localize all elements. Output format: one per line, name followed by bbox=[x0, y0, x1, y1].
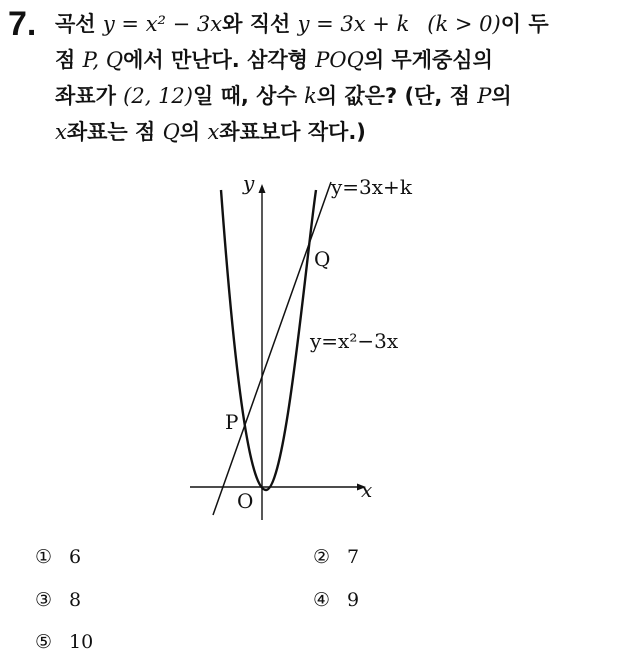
stem-text: 좌표보다 작다.) bbox=[219, 120, 366, 144]
point-p-label: P bbox=[225, 410, 239, 434]
stem-line-1 bbox=[55, 6, 615, 42]
stem-text: 의 bbox=[179, 120, 208, 144]
point-q-label: Q bbox=[314, 247, 331, 271]
choice-5[interactable] bbox=[35, 629, 93, 655]
point-p: P bbox=[477, 84, 492, 108]
curve-label: y=x²−3x bbox=[310, 329, 399, 353]
parabola-curve bbox=[221, 190, 316, 490]
point-q: Q bbox=[162, 120, 180, 144]
choice-mark: ② bbox=[313, 546, 331, 568]
x-variable: x bbox=[207, 120, 220, 144]
k-condition: (k > 0) bbox=[427, 12, 501, 36]
choice-3[interactable] bbox=[35, 587, 81, 613]
answer-choices bbox=[35, 540, 435, 658]
stem-text: 점 bbox=[55, 48, 83, 72]
question-stem bbox=[55, 6, 615, 150]
stem-line-4 bbox=[55, 114, 615, 150]
x-variable: x bbox=[55, 120, 67, 144]
points-pq: P, Q bbox=[82, 48, 124, 72]
triangle-name: POQ bbox=[315, 48, 364, 72]
line-equation: y = 3x + k bbox=[297, 12, 410, 36]
choice-4[interactable] bbox=[313, 587, 359, 613]
stem-text: 좌표가 bbox=[55, 84, 124, 108]
curve-equation: y = x² − 3x bbox=[102, 12, 223, 36]
choice-mark: ③ bbox=[35, 589, 53, 611]
graph-figure bbox=[180, 170, 420, 520]
choice-mark: ⑤ bbox=[35, 631, 53, 653]
choice-value: 7 bbox=[347, 546, 360, 568]
choice-2[interactable] bbox=[313, 544, 359, 570]
origin-label: O bbox=[237, 489, 254, 513]
choice-value: 10 bbox=[69, 631, 94, 653]
choice-1[interactable] bbox=[35, 544, 81, 570]
stem-text: 의 bbox=[491, 84, 512, 108]
stem-text: 의 무게중심의 bbox=[363, 48, 493, 72]
y-axis-label: y bbox=[243, 171, 255, 195]
choice-mark: ④ bbox=[313, 589, 331, 611]
x-axis-label: x bbox=[361, 478, 373, 502]
choice-value: 9 bbox=[347, 589, 360, 611]
choice-value: 6 bbox=[69, 546, 82, 568]
stem-line-3 bbox=[55, 78, 615, 114]
stem-text: 의 값은? (단, 점 bbox=[316, 84, 478, 108]
line-label: y=3x+k bbox=[331, 175, 412, 199]
y-axis-arrow bbox=[259, 184, 266, 193]
choice-value: 8 bbox=[69, 589, 82, 611]
stem-text: 에서 만난다. 삼각형 bbox=[123, 48, 316, 72]
stem-text: 좌표는 점 bbox=[66, 120, 163, 144]
question-number: 7. bbox=[8, 5, 37, 43]
centroid-coordinates: (2, 12) bbox=[123, 84, 193, 108]
stem-text: 이 두 bbox=[500, 12, 549, 36]
stem-text: 곡선 bbox=[55, 12, 103, 36]
stem-text: 와 직선 bbox=[222, 12, 298, 36]
choice-mark: ① bbox=[35, 546, 53, 568]
stem-line-2 bbox=[55, 42, 615, 78]
stem-text: 일 때, 상수 bbox=[193, 84, 305, 108]
constant-k: k bbox=[304, 84, 317, 108]
